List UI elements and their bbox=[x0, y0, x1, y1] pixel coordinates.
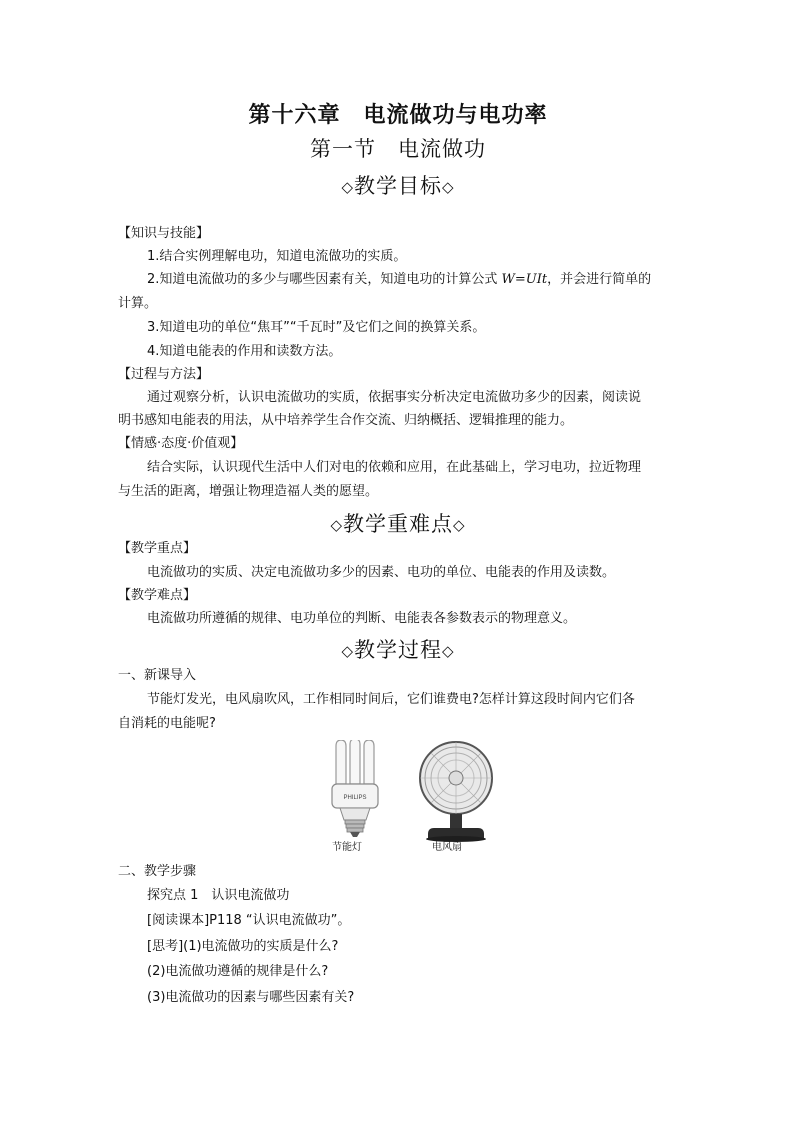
knowledge-item-2-text: 2.知道电流做功的多少与哪些因素有关，知道电功的计算公式 bbox=[147, 272, 498, 287]
hard-text: 电流做功所遵循的规律、电功单位的判断、电能表各参数表示的物理意义。 bbox=[147, 611, 577, 626]
section-title: 第一节 电流做功 bbox=[310, 137, 486, 161]
heading-keypoints bbox=[118, 508, 678, 538]
lamp-caption: 节能灯 bbox=[332, 842, 362, 853]
diamond-icon: ◇ bbox=[330, 516, 343, 534]
electric-fan-icon bbox=[420, 742, 492, 842]
process-method-label: 【过程与方法】 bbox=[118, 367, 210, 382]
emotion-label: 【情感·态度·价值观】 bbox=[118, 436, 244, 451]
think-question-1: [思考](1)电流做功的实质是什么? bbox=[147, 939, 339, 954]
knowledge-item-1: 1.结合实例理解电功，知道电流做功的实质。 bbox=[147, 249, 407, 264]
diamond-icon: ◇ bbox=[442, 178, 455, 196]
diamond-icon: ◇ bbox=[341, 178, 354, 196]
intro-label: 一、新课导入 bbox=[118, 668, 197, 683]
diamond-icon: ◇ bbox=[453, 516, 466, 534]
hard-label: 【教学难点】 bbox=[118, 588, 197, 603]
read-instruction: [阅读课本]P118 “认识电流做功”。 bbox=[147, 913, 351, 928]
lamp-brand-label: PHILIPS bbox=[343, 795, 367, 801]
intro-figure bbox=[210, 740, 500, 855]
steps-label: 二、教学步骤 bbox=[118, 864, 197, 879]
process-method-text-a: 通过观察分析，认识电流做功的实质，依据事实分析决定电流做功多少的因素，阅读说 bbox=[147, 390, 642, 405]
intro-text-b: 自消耗的电能呢? bbox=[118, 716, 216, 731]
key-label: 【教学重点】 bbox=[118, 541, 197, 556]
diamond-icon: ◇ bbox=[442, 642, 455, 660]
heading-objectives-text: 教学目标 bbox=[354, 174, 442, 198]
heading-process bbox=[118, 634, 678, 664]
process-method-text-b: 明书感知电能表的用法，从中培养学生合作交流、归纳概括、逻辑推理的能力。 bbox=[118, 413, 574, 428]
knowledge-item-2-cont: 计算。 bbox=[118, 296, 158, 311]
heading-objectives bbox=[118, 170, 678, 200]
knowledge-item-2-tail: ，并会进行简单的 bbox=[547, 272, 652, 287]
heading-keypoints-text: 教学重难点 bbox=[343, 512, 453, 536]
emotion-text-b: 与生活的距离，增强让物理造福人类的愿望。 bbox=[118, 484, 379, 499]
cfl-lamp-icon bbox=[332, 740, 378, 837]
explore-point: 探究点 1 认识电流做功 bbox=[147, 888, 290, 903]
knowledge-label: 【知识与技能】 bbox=[118, 226, 210, 241]
chapter-title: 第十六章 电流做功与电功率 bbox=[248, 103, 548, 128]
intro-text-a: 节能灯发光，电风扇吹风，工作相同时间后，它们谁费电?怎样计算这段时间内它们各 bbox=[147, 692, 635, 707]
knowledge-item-2 bbox=[118, 268, 707, 292]
key-text: 电流做功的实质、决定电流做功多少的因素、电功的单位、电能表的作用及读数。 bbox=[147, 565, 616, 580]
knowledge-item-4: 4.知道电能表的作用和读数方法。 bbox=[147, 344, 342, 359]
heading-process-text: 教学过程 bbox=[354, 638, 442, 662]
fan-caption: 电风扇 bbox=[432, 842, 462, 853]
think-question-2: (2)电流做功遵循的规律是什么? bbox=[147, 964, 329, 979]
formula: W=UIt bbox=[501, 272, 548, 287]
diamond-icon: ◇ bbox=[341, 642, 354, 660]
think-question-3: (3)电流做功的因素与哪些因素有关? bbox=[147, 990, 355, 1005]
emotion-text-a: 结合实际，认识现代生活中人们对电的依赖和应用，在此基础上，学习电功，拉近物理 bbox=[147, 460, 642, 475]
knowledge-item-3: 3.知道电功的单位“焦耳”“千瓦时”及它们之间的换算关系。 bbox=[147, 320, 486, 335]
